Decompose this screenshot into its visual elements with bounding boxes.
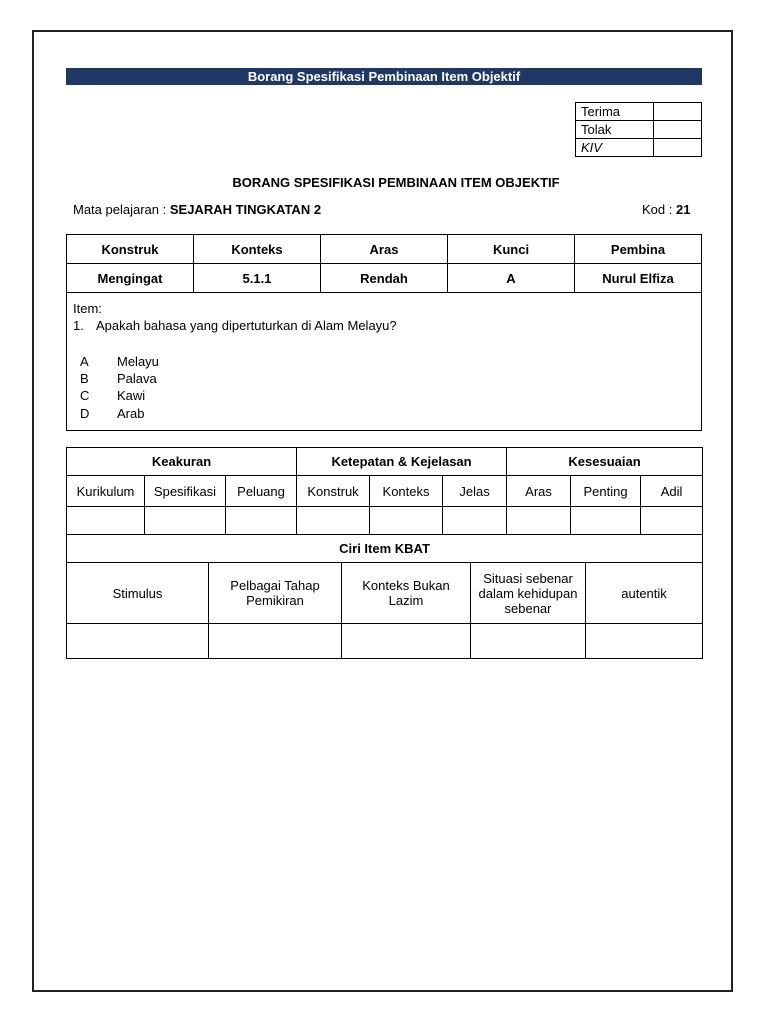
score-cell[interactable]: [297, 507, 370, 535]
meta-header-kunci: Kunci: [448, 235, 575, 264]
option-letter: C: [80, 388, 90, 403]
meta-header-konteks: Konteks: [194, 235, 321, 264]
score-cell[interactable]: [641, 507, 703, 535]
meta-value-konteks: 5.1.1: [194, 264, 321, 293]
kbat-konteks-bukan-lazim: Konteks Bukan Lazim: [342, 563, 471, 624]
kod-line: [642, 202, 690, 217]
status-table: [575, 102, 702, 157]
option-a: [80, 354, 159, 369]
kod-value: 21: [675, 202, 691, 217]
kbat-pelbagai-tahap: Pelbagai Tahap Pemikiran: [209, 563, 342, 624]
score-cell[interactable]: [370, 507, 443, 535]
item-label: Item:: [73, 301, 102, 316]
meta-header-pembina: Pembina: [575, 235, 702, 264]
question-text: Apakah bahasa yang dipertuturkan di Alam Melayu?: [96, 318, 397, 333]
score-cell[interactable]: [507, 507, 571, 535]
item-question: [73, 318, 397, 333]
meta-value-pembina: Nurul Elfiza: [575, 264, 702, 293]
form-heading: BORANG SPESIFIKASI PEMBINAAN ITEM OBJEKTIF: [232, 175, 560, 190]
kbat-title: Ciri Item KBAT: [67, 535, 703, 563]
meta-value-kunci: A: [448, 264, 575, 293]
criterion-peluang: Peluang: [226, 476, 297, 507]
option-b: [80, 371, 157, 386]
option-text: Palava: [117, 371, 157, 386]
criterion-konstruk: Konstruk: [297, 476, 370, 507]
score-cell[interactable]: [443, 507, 507, 535]
option-text: Arab: [117, 406, 145, 421]
evaluation-table: [66, 447, 703, 535]
criterion-aras: Aras: [507, 476, 571, 507]
meta-value-konstruk: Mengingat: [67, 264, 194, 293]
group-kesesuaian: Kesesuaian: [507, 448, 703, 476]
criterion-jelas: Jelas: [443, 476, 507, 507]
kbat-situasi-sebenar: Situasi sebenar dalam kehidupan sebenar: [471, 563, 586, 624]
subject-label: Mata pelajaran :: [73, 202, 167, 217]
option-c: [80, 388, 145, 403]
group-keakuran: Keakuran: [67, 448, 297, 476]
subject-value: SEJARAH TINGKATAN 2: [169, 202, 322, 217]
criterion-adil: Adil: [641, 476, 703, 507]
status-kiv-label: KIV: [576, 139, 654, 157]
kbat-table: [66, 534, 703, 659]
status-terima-box[interactable]: [654, 103, 702, 121]
score-cell[interactable]: [226, 507, 297, 535]
option-letter: A: [80, 354, 89, 369]
status-tolak-label: Tolak: [576, 121, 654, 139]
group-ketepatan: Ketepatan & Kejelasan: [297, 448, 507, 476]
score-cell[interactable]: [145, 507, 226, 535]
option-letter: B: [80, 371, 89, 386]
meta-value-aras: Rendah: [321, 264, 448, 293]
form-banner: Borang Spesifikasi Pembinaan Item Objektif: [66, 68, 702, 85]
kbat-autentik: autentik: [586, 563, 703, 624]
subject-line: [73, 202, 321, 217]
status-tolak-box[interactable]: [654, 121, 702, 139]
kbat-cell[interactable]: [586, 624, 703, 659]
criterion-konteks: Konteks: [370, 476, 443, 507]
kbat-stimulus: Stimulus: [67, 563, 209, 624]
option-text: Kawi: [117, 388, 146, 403]
criterion-spesifikasi: Spesifikasi: [145, 476, 226, 507]
criterion-kurikulum: Kurikulum: [67, 476, 145, 507]
item-box: [66, 292, 702, 431]
kbat-cell[interactable]: [209, 624, 342, 659]
kbat-cell[interactable]: [471, 624, 586, 659]
option-d: [80, 406, 144, 421]
status-terima-label: Terima: [576, 103, 654, 121]
item-meta-table: [66, 234, 702, 293]
criterion-penting: Penting: [571, 476, 641, 507]
option-letter: D: [80, 406, 90, 421]
kbat-cell[interactable]: [342, 624, 471, 659]
kbat-cell[interactable]: [67, 624, 209, 659]
option-text: Melayu: [117, 354, 159, 369]
question-number: 1.: [73, 318, 84, 333]
kod-label: Kod :: [642, 202, 673, 217]
meta-header-konstruk: Konstruk: [67, 235, 194, 264]
score-cell[interactable]: [67, 507, 145, 535]
status-kiv-box[interactable]: [654, 139, 702, 157]
score-cell[interactable]: [571, 507, 641, 535]
meta-header-aras: Aras: [321, 235, 448, 264]
